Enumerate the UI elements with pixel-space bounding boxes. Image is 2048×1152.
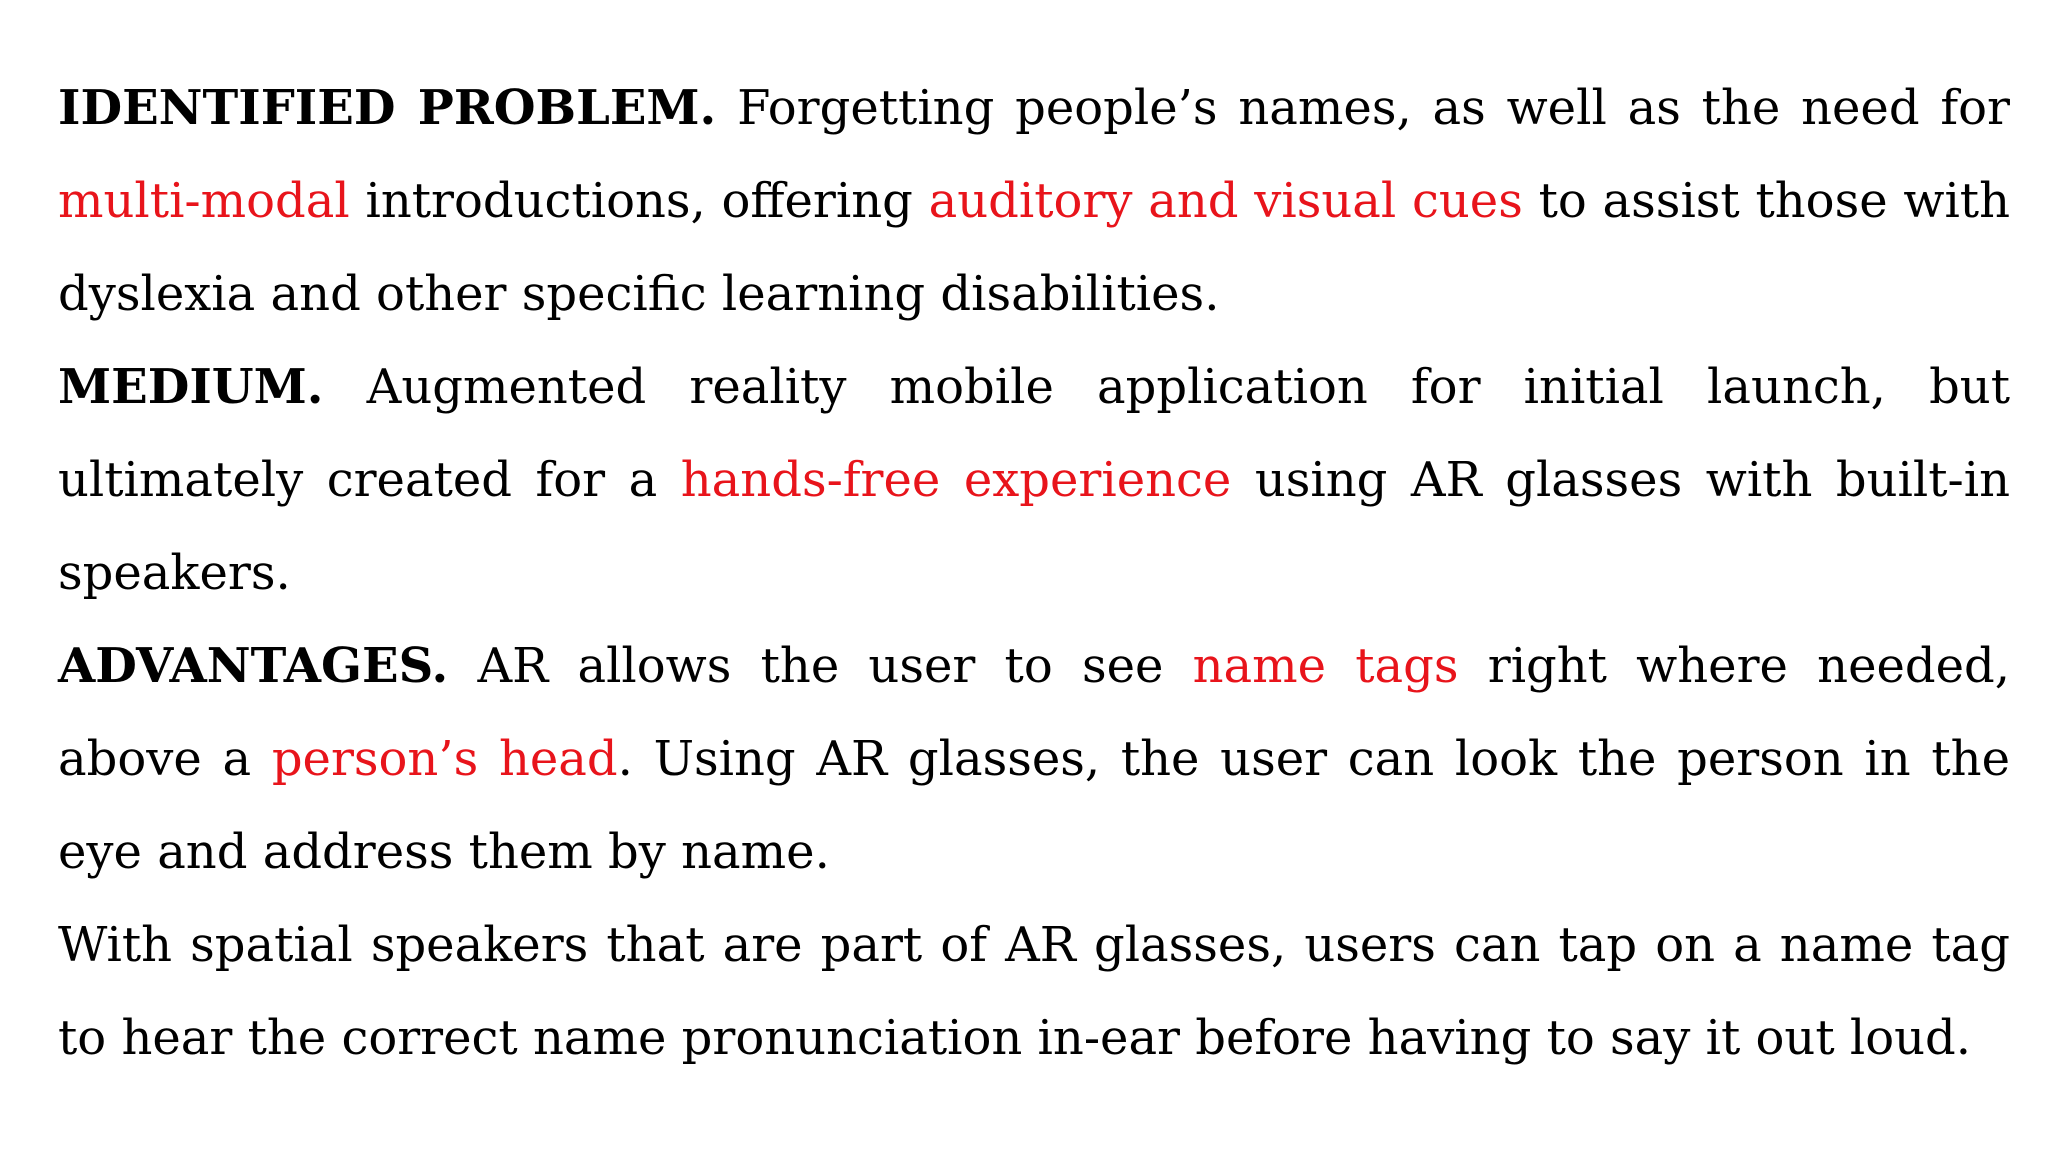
- document-body: [58, 62, 2010, 1085]
- highlight-hands-free-experience: hands-free experience: [680, 452, 1232, 508]
- identified-problem-label: IDENTIFIED PROBLEM.: [58, 80, 717, 136]
- text-segment: to assist those with dyslexia and other specific learning disabilities.: [58, 173, 2011, 322]
- text-segment: introductions, offering: [349, 173, 929, 229]
- text-segment: Augmented reality mobile application for initial launch, but ultimately created for a: [58, 359, 2010, 508]
- text-segment: AR allows the user to see: [448, 638, 1193, 694]
- highlight-name-tags: name tags: [1192, 638, 1459, 694]
- text-segment: using AR glasses with built-in speakers.: [58, 452, 2011, 601]
- highlight-multi-modal: multi-modal: [58, 173, 350, 229]
- text-segment: With spatial speakers that are part of AR glasses, users can tap on a name tag to hear the correct name pronunciation in-ear before having to say it out loud.: [58, 917, 2010, 1066]
- highlight-persons-head: person’s head: [271, 731, 618, 787]
- medium-label: MEDIUM.: [58, 359, 324, 415]
- text-segment: Forgetting people’s names, as well as the need for: [716, 80, 2010, 136]
- paragraph-medium: [58, 341, 2010, 620]
- text-segment: . Using AR glasses, the user can look the person in the eye and address them by name.: [58, 731, 2010, 880]
- paragraph-advantages: [58, 620, 2010, 899]
- advantages-label: ADVANTAGES.: [58, 638, 449, 694]
- paragraph-spatial-speakers: [58, 899, 2010, 1085]
- text-segment: right where needed, above a: [58, 638, 2010, 787]
- highlight-auditory-visual-cues: auditory and visual cues: [928, 173, 1523, 229]
- paragraph-identified-problem: [58, 62, 2010, 341]
